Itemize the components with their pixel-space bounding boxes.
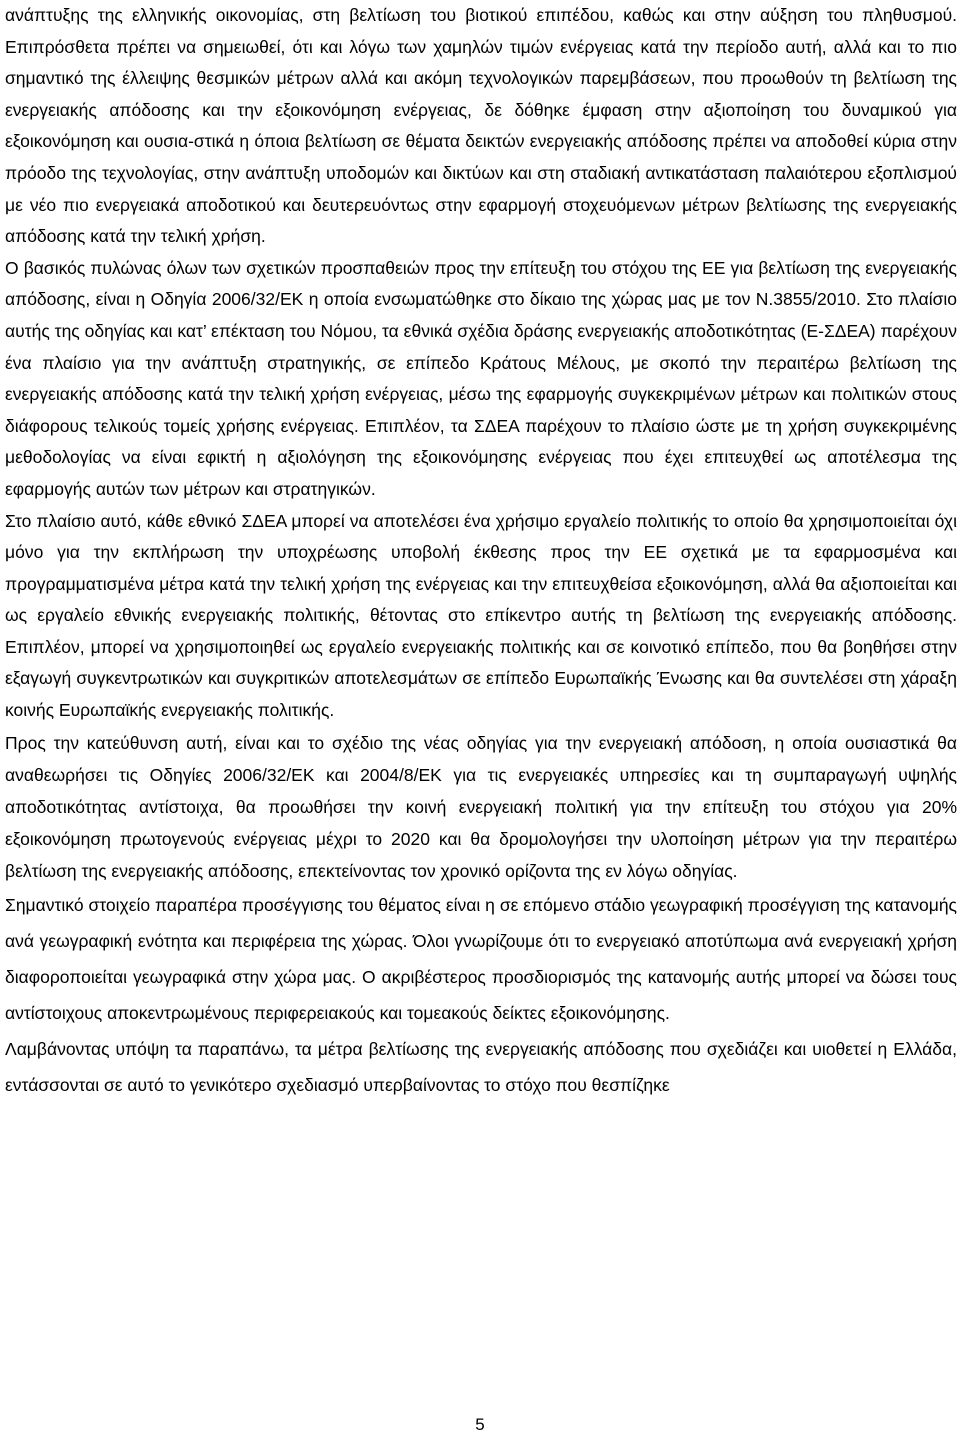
paragraph-sdea-policy-tool: Στο πλαίσιο αυτό, κάθε εθνικό ΣΔΕΑ μπορεί να αποτελέσει ένα χρήσιμο εργαλείο πολιτικής το οποίο θα χρησιμοποιείται όχι μόνο για την εκπλήρωση την υποχρέωσης υποβολή έκθεσης προς την ΕΕ σχετικά με τα εφαρμοσμένα και προγραμματισμένα μέτρα κατά την τελική χρήση της ενέργειας και την επιτευχθείσα εξοικονόμηση, αλλά θα αξιοποιείται και ως εργαλείο εθνικής ενεργειακής πολιτικής, θέτοντας στο επίκεντρο αυτής τη βελτίωση της ενεργειακής απόδοσης. Επιπλέον, μπορεί να χρησιμοποιηθεί ως εργαλείο ενεργειακής πολιτικής και σε κοινοτικό επίπεδο, που θα βοηθήσει στην εξαγωγή συγκεντρωτικών και συγκριτικών αποτελεσμάτων σε επίπεδο Ευρωπαϊκής Ένωσης και θα συντελέσει στη χάραξη κοινής Ευρωπαϊκής ενεργειακής πολιτικής. <box>5 510 957 721</box>
page-number: 5 <box>475 1415 485 1434</box>
document-body <box>5 0 957 1103</box>
paragraph-new-directive: Προς την κατεύθυνση αυτή, είναι και το σχέδιο της νέας οδηγίας για την ενεργειακή απόδοση, η οποία ουσιαστικά θα αναθεωρήσει τις Οδηγίες 2006/32/ΕΚ και 2004/8/ΕΚ για τις ενεργειακές υπηρεσίες και τη συμπαραγωγή υψηλής αποδοτικότητας αντίστοιχα, θα προωθήσει την κοινή ενεργειακή πολιτική για την επίτευξη του στόχου για 20% εξοικονόμηση πρωτογενούς ενέργειας μέχρι το 2020 και θα δρομολογήσει την υλοποίηση μέτρων για την περαιτέρω βελτίωση της ενεργειακής απόδοσης, επεκτείνοντας τον χρονικό ορίζοντα της εν λόγω οδηγίας. <box>5 732 957 881</box>
paragraph-economic-development: ανάπτυξης της ελληνικής οικονομίας, στη βελτίωση του βιοτικού επιπέδου, καθώς και στην αύξηση του πληθυσμού. Επιπρόσθετα πρέπει να σημειωθεί, ότι και λόγω των χαμηλών τιμών ενέργειας κατά την περίοδο αυτή, αλλά και το πιο σημαντικό της έλλειψης θεσμικών μέτρων αλλά και ακόμη τεχνολογικών παρεμβάσεων, που προωθούν τη βελτίωση της ενεργειακής απόδοσης και την εξοικονόμηση ενέργειας, δε δόθηκε έμφαση στην αξιοποίηση του δυναμικού για εξοικονόμηση και ουσια-στικά η όποια βελτίωση σε θέματα δεικτών ενεργειακής απόδοσης πρέπει να αποδοθεί κύρια στην πρόοδο της τεχνολογίας, στην ανάπτυξη υποδομών και δικτύων και στη σταδιακή αντικατάσταση παλαιότερου εξοπλισμού με νέο πιο ενεργειακά αποδοτικού και δευτερευόντως στην εφαρμογή στοχευόμενων μέτρων βελτίωσης της ενεργειακής απόδοσης κατά την τελική χρήση. <box>5 5 957 247</box>
paragraph-directive-2006-32: Ο βασικός πυλώνας όλων των σχετικών προσπαθειών προς την επίτευξη του στόχου της ΕΕ για βελτίωση της ενεργειακής απόδοσης, είναι η Οδηγία 2006/32/ΕΚ η οποία ενσωματώθηκε στο δίκαιο της χώρας μας με τον Ν.3855/2010. Στο πλαίσιο αυτής της οδηγίας και κατ’ επέκταση του Νόμου, τα εθνικά σχέδια δράσης ενεργειακής αποδοτικότητας (Ε-ΣΔΕΑ) παρέχουν ένα πλαίσιο για την ανάπτυξη στρατηγικής, σε επίπεδο Κράτους Μέλους, με σκοπό την περαιτέρω βελτίωση της ενεργειακής απόδοσης κατά την τελική χρήση ενέργειας, μέσω της εφαρμογής συγκεκριμένων μέτρων και πολιτικών στους διάφορους τελικούς τομείς χρήσης ενέργειας. Επιπλέον, τα ΣΔΕΑ παρέχουν το πλαίσιο ώστε με τη χρήση συγκεκριμένης μεθοδολογίας να είναι εφικτή η αξιολόγηση της εξοικονόμησης ενέργειας που έχει επιτευχθεί ως αποτέλεσμα της εφαρμογής αυτών των μέτρων και στρατηγικών. <box>5 257 957 499</box>
paragraph-geographic-approach: Σημαντικό στοιχείο παραπέρα προσέγγισης του θέματος είναι η σε επόμενο στάδιο γεωγραφική προσέγγιση της κατανομής ανά γεωγραφική ενότητα και περιφέρεια της χώρας. Όλοι γνωρίζουμε ότι το ενεργειακό αποτύπωμα ανά ενεργειακή χρήση διαφοροποιείται γεωγραφικά στην χώρα μας. Ο ακριβέστερος προσδιορισμός της κατανομής αυτής μπορεί να δώσει τους αντίστοιχους αποκεντρωμένους περιφερειακούς και τομεακούς δείκτες εξοικονόμησης. <box>5 894 957 1023</box>
paragraph-greece-measures: Λαμβάνοντας υπόψη τα παραπάνω, τα μέτρα βελτίωσης της ενεργειακής απόδοσης που σχεδιάζει και υιοθετεί η Ελλάδα, εντάσσονται σε αυτό το γενικότερο σχεδιασμό υπερβαίνοντας το στόχο που θεσπίζηκε <box>5 1038 957 1095</box>
